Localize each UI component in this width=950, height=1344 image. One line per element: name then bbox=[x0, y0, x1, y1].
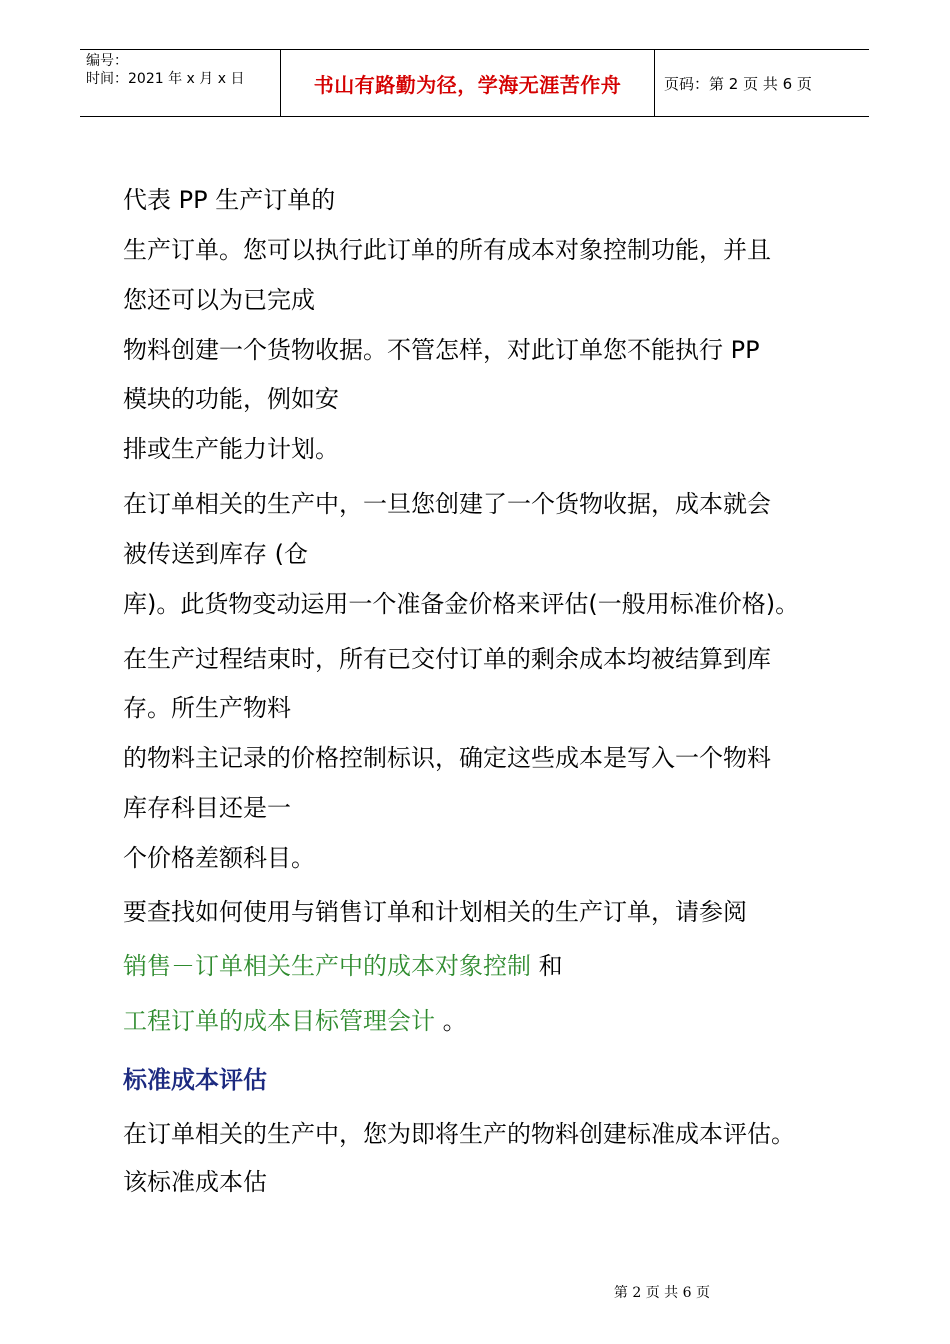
footer-page-number: 第 2 页 共 6 页 bbox=[613, 1285, 710, 1301]
body-line: 存。所生产物料 bbox=[123, 694, 291, 722]
body-line: 要查找如何使用与销售订单和计划相关的生产订单，请参阅 bbox=[123, 898, 747, 926]
body-line: 被传送到库存 (仓 bbox=[123, 540, 308, 568]
document-time-label: 时间：2021 年 x 月 x 日 bbox=[86, 71, 245, 87]
header-motto: 书山有路勤为径，学海无涯苦作舟 bbox=[313, 73, 622, 97]
body-line: 个价格差额科目。 bbox=[123, 844, 315, 872]
header-page-cell bbox=[655, 50, 869, 116]
section-heading: 标准成本评估 bbox=[123, 1066, 267, 1094]
document-number-label: 编号： bbox=[86, 53, 128, 69]
engineering-order-accounting-link[interactable]: 工程订单的成本目标管理会计 bbox=[123, 1007, 435, 1035]
body-line: 在生产过程结束时，所有已交付订单的剩余成本均被结算到库 bbox=[123, 645, 771, 673]
header-motto-cell bbox=[280, 50, 655, 116]
body-line: 模块的功能，例如安 bbox=[123, 385, 339, 413]
body-line: 代表 PP 生产订单的 bbox=[123, 186, 336, 214]
reference-suffix: 。 bbox=[435, 1007, 467, 1035]
reference-suffix: 和 bbox=[531, 952, 563, 980]
header-page-info: 页码：第 2 页 共 6 页 bbox=[664, 75, 812, 93]
reference-line-engineering bbox=[123, 1006, 467, 1036]
header-meta-cell bbox=[80, 50, 280, 116]
body-line: 在订单相关的生产中，一旦您创建了一个货物收据，成本就会 bbox=[123, 490, 771, 518]
body-line: 物料创建一个货物收据。不管怎样，对此订单您不能执行 PP bbox=[123, 336, 760, 364]
sales-order-costing-link[interactable]: 销售－订单相关生产中的成本对象控制 bbox=[123, 952, 531, 980]
reference-line-sales bbox=[123, 951, 563, 981]
body-line: 库存科目还是一 bbox=[123, 794, 291, 822]
body-line: 您还可以为已完成 bbox=[123, 286, 315, 314]
body-line: 排或生产能力计划。 bbox=[123, 435, 339, 463]
body-line: 生产订单。您可以执行此订单的所有成本对象控制功能，并且 bbox=[123, 236, 771, 264]
body-line: 该标准成本估 bbox=[123, 1168, 267, 1196]
page-footer bbox=[0, 1284, 950, 1302]
body-line: 的物料主记录的价格控制标识，确定这些成本是写入一个物料 bbox=[123, 744, 771, 772]
body-line: 在订单相关的生产中，您为即将生产的物料创建标准成本评估。 bbox=[123, 1120, 795, 1148]
page-header bbox=[80, 49, 869, 117]
body-line: 库)。此货物变动运用一个准备金价格来评估(一般用标准价格)。 bbox=[123, 590, 800, 618]
